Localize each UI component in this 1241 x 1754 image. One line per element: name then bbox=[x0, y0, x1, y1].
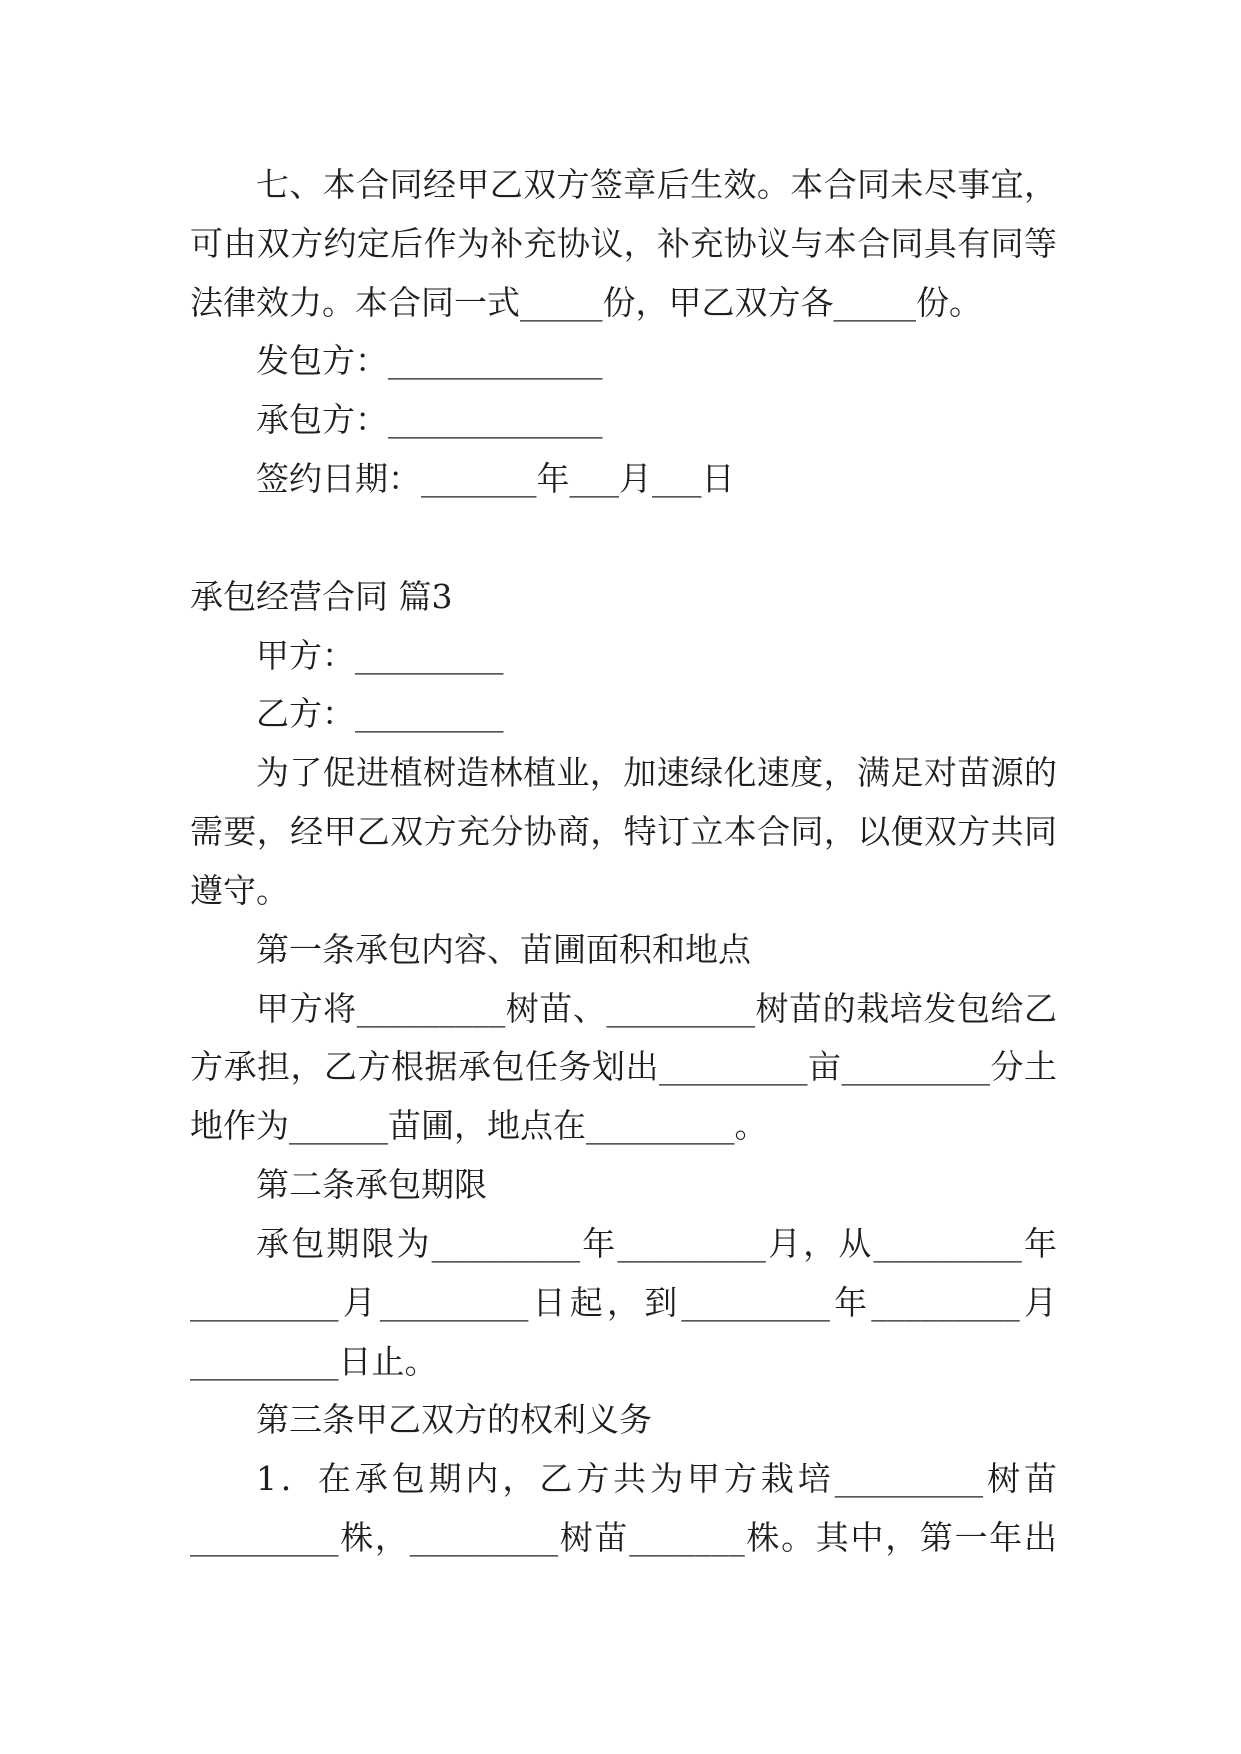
article-1-line: 甲方将_________树苗、_________树苗的栽培发包给乙 bbox=[256, 988, 1057, 1028]
issuer-signature-field: 发包方：_____________ bbox=[256, 341, 603, 381]
preamble-line: 为了促进植树造林植业，加速绿化速度，满足对苗源的 bbox=[256, 753, 1057, 793]
party-b-field: 乙方：_________ bbox=[256, 694, 504, 734]
contractor-signature-field: 承包方：_____________ bbox=[256, 400, 603, 440]
article-2-heading: 第二条承包期限 bbox=[256, 1165, 487, 1205]
contract-title: 承包经营合同 篇3 bbox=[190, 576, 453, 616]
article-2-line: _________月_________日起，到_________年_________月 bbox=[190, 1282, 1057, 1322]
article-1-heading: 第一条承包内容、苗圃面积和地点 bbox=[256, 929, 751, 969]
article-2-line: 承包期限为_________年_________月，从_________年 bbox=[256, 1223, 1057, 1263]
signing-date-field: 签约日期：_______年___月___日 bbox=[256, 459, 735, 499]
preamble-line: 需要，经甲乙双方充分协商，特订立本合同，以便双方共同 bbox=[190, 812, 1057, 852]
article-3-item-1-line: _________株，_________树苗_______株。其中，第一年出 bbox=[190, 1518, 1057, 1558]
article-3-item-1-line: 1．在承包期内，乙方共为甲方栽培_________树苗 bbox=[256, 1459, 1057, 1499]
article-1-line: 地作为______苗圃，地点在_________。 bbox=[190, 1106, 768, 1146]
document-page bbox=[190, 156, 1057, 1568]
article-2-line: _________日止。 bbox=[190, 1341, 438, 1381]
party-a-field: 甲方：_________ bbox=[256, 635, 504, 675]
clause-7-line: 可由双方约定后作为补充协议，补充协议与本合同具有同等 bbox=[190, 223, 1057, 263]
article-3-heading: 第三条甲乙双方的权利义务 bbox=[256, 1400, 652, 1440]
clause-7-line: 七、本合同经甲乙双方签章后生效。本合同未尽事宜， bbox=[256, 165, 1057, 204]
preamble-line: 遵守。 bbox=[190, 870, 289, 910]
blank-line bbox=[190, 509, 1057, 568]
clause-7-line: 法律效力。本合同一式_____份，甲乙双方各_____份。 bbox=[190, 282, 982, 322]
article-1-line: 方承担，乙方根据承包任务划出_________亩_________分土 bbox=[190, 1047, 1057, 1087]
